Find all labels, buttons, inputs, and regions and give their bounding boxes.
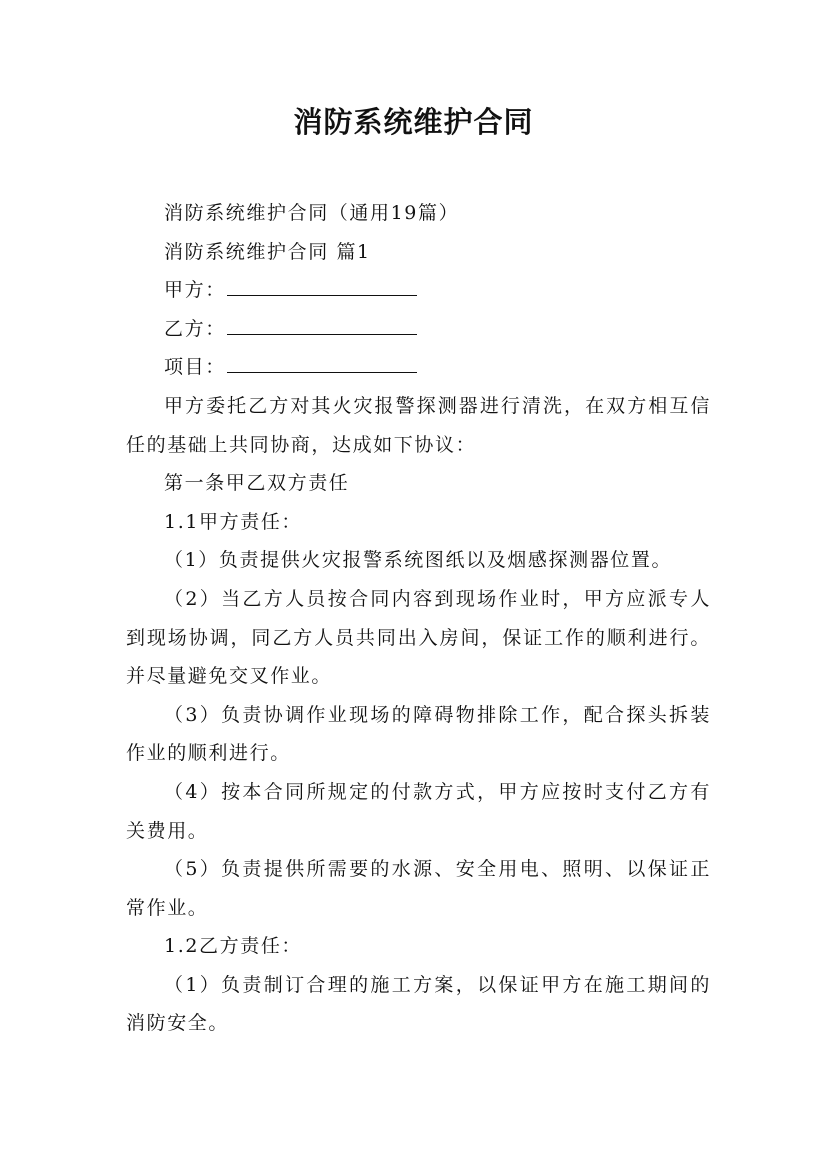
document-body (126, 194, 711, 1043)
party-a-blank (227, 277, 417, 296)
clause-a3: （3）负责协调作业现场的障碍物排除工作，配合探头拆装作业的顺利进行。 (126, 703, 711, 765)
project-label: 项目： (164, 356, 226, 379)
clause-a1: （1）负责提供火灾报警系统图纸以及烟感探测器位置。 (164, 549, 673, 572)
chapter-heading: 消防系统维护合同 篇1 (164, 240, 371, 263)
document-title: 消防系统维护合同 (293, 105, 534, 139)
subtitle: 消防系统维护合同（通用19篇） (164, 202, 460, 224)
party-a-label: 甲方： (164, 279, 226, 302)
project-blank (227, 354, 417, 373)
clause-b1: （1）负责制订合理的施工方案，以保证甲方在施工期间的消防安全。 (126, 973, 711, 1035)
party-b-field (126, 310, 711, 349)
clause-a2: （2）当乙方人员按合同内容到现场作业时，甲方应派专人到现场协调，同乙方人员共同出入房间，保证工作的顺利进行。并尽量避免交叉作业。 (126, 587, 711, 688)
party-b-blank (227, 316, 417, 335)
party-a-field (126, 271, 711, 310)
project-field (126, 348, 711, 387)
section-heading-party-a: 1.1甲方责任： (164, 510, 303, 533)
section-heading-party-b: 1.2乙方责任： (164, 935, 303, 958)
clause-a5: （5）负责提供所需要的水源、安全用电、照明、以保证正常作业。 (126, 858, 711, 919)
party-b-label: 乙方： (164, 317, 226, 340)
intro-paragraph: 甲方委托乙方对其火灾报警探测器进行清洗，在双方相互信任的基础上共同协商，达成如下协议： (126, 394, 711, 456)
article-heading: 第一条甲乙双方责任 (164, 472, 350, 495)
clause-a4: （4）按本合同所规定的付款方式，甲方应按时支付乙方有关费用。 (126, 780, 711, 842)
